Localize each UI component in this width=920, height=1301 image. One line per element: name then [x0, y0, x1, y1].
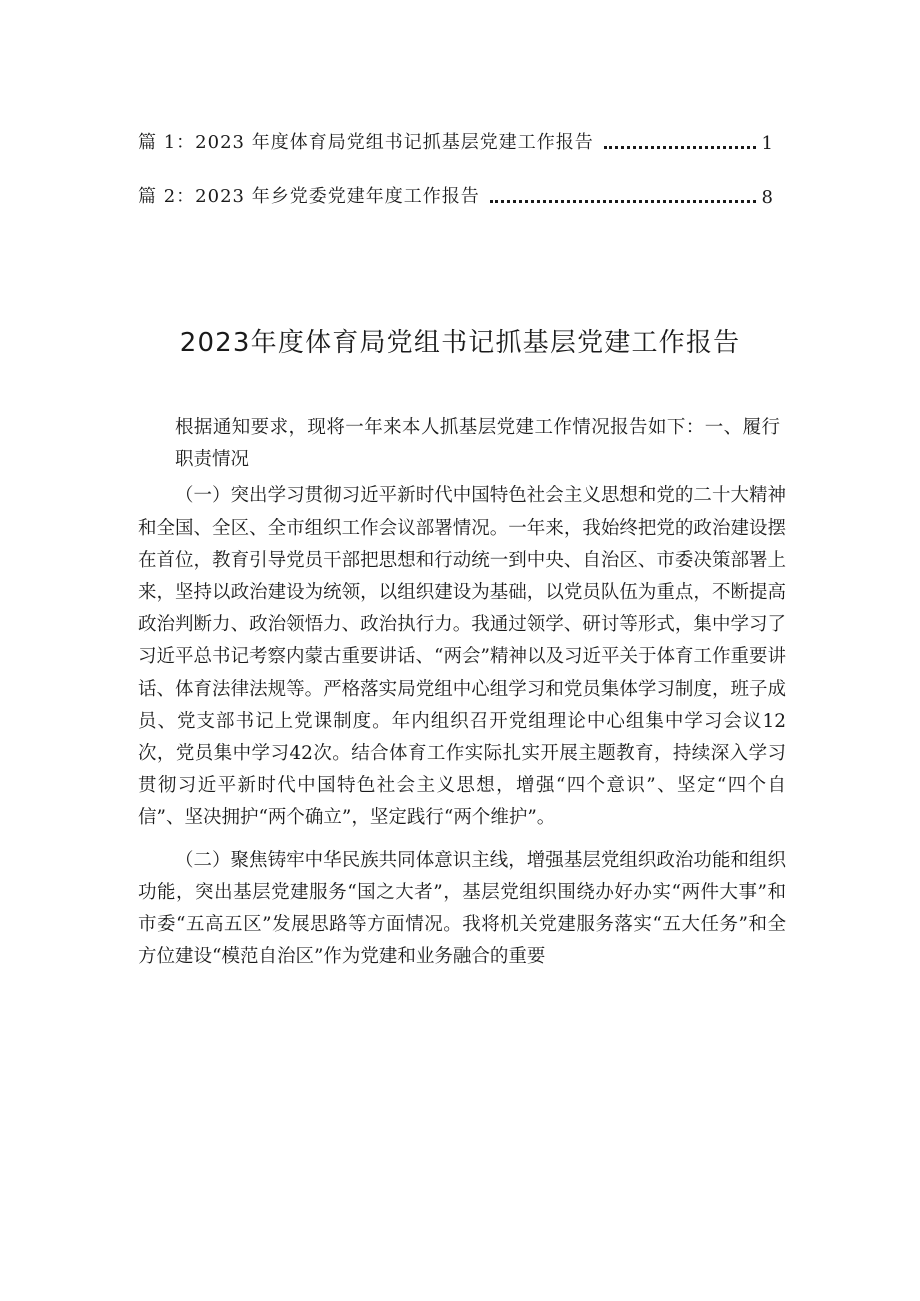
toc-entry-label: 篇 1：2023 年度体育局党组书记抓基层党建工作报告: [138, 132, 594, 153]
body-paragraph: （二）聚焦铸牢中华民族共同体意识主线，增强基层党组织政治功能和组织功能，突出基层党建服务“国之大者”，基层党组织围绕办好办实“两件大事”和市委“五高五区”发展思路等方面情况。我将机关党建服务落实“五大任务”和全方位建设“模范自治区”作为党建和业务融合的重要: [138, 849, 786, 968]
toc-page-number: 8: [761, 187, 774, 208]
intro-paragraph: 根据通知要求，现将一年来本人抓基层党建工作情况报告如下：一、履行职责情况: [175, 417, 780, 471]
toc-entry-2[interactable]: [138, 178, 774, 208]
toc-page-number: 1: [761, 133, 774, 154]
document-title: 2023年度体育局党组书记抓基层党建工作报告: [179, 328, 741, 358]
toc-entry-label: 篇 2：2023 年乡党委党建年度工作报告: [138, 186, 480, 207]
toc-entry-1[interactable]: [138, 124, 774, 154]
body-paragraph: （一）突出学习贯彻习近平新时代中国特色社会主义思想和党的二十大精神和全国、全区、全市组织工作会议部署情况。一年来，我始终把党的政治建设摆在首位，教育引导党员干部把思想和行动统一到中央、自治区、市委决策部署上来，坚持以政治建设为统领，以组织建设为基础，以党员队伍为重点，不断提高政治判断力、政治领悟力、政治执行力。我通过领学、研讨等形式，集中学习了习近平总书记考察内蒙古重要讲话、“两会”精神以及习近平关于体育工作重要讲话、体育法律法规等。严格落实局党组中心组学习和党员集体学习制度，班子成员、党支部书记上党课制度。年内组织召开党组理论中心组集中学习会议12次，党员集中学习42次。结合体育工作实际扎实开展主题教育，持续深入学习贯彻习近平新时代中国特色社会主义思想，增强“四个意识”、坚定“四个自信”、坚决拥护“两个确立”，坚定践行“两个维护”。: [138, 485, 786, 829]
toc-leader-dots: [490, 200, 756, 203]
toc-leader-dots: [604, 146, 756, 149]
document-body: [138, 412, 786, 983]
